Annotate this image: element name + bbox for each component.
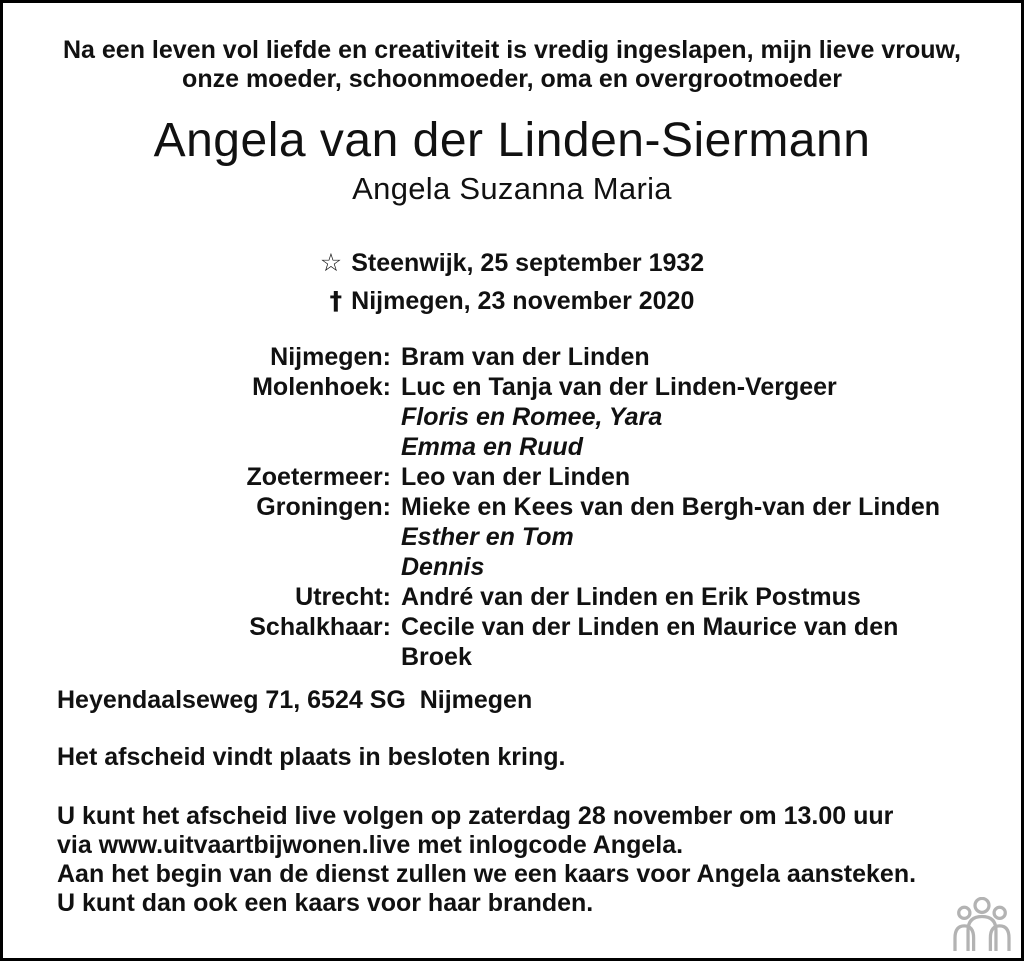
family-location-label <box>3 642 391 672</box>
family-member-names: Mieke en Kees van den Bergh-van der Linden <box>401 493 941 521</box>
family-row <box>3 432 1021 462</box>
obituary-content <box>3 3 1021 918</box>
livestream-paragraph <box>57 802 1021 918</box>
intro-line: onze moeder, schoonmoeder, oma en overgrootmoeder <box>182 65 842 93</box>
livestream-line: via www.uitvaartbijwonen.live met inlogcode Angela. <box>57 831 684 859</box>
family-location-label <box>3 552 391 582</box>
livestream-line: U kunt dan ook een kaars voor haar branden. <box>57 889 594 917</box>
family-member-names: Bram van der Linden <box>401 343 650 371</box>
birth-text: Steenwijk, 25 september 1932 <box>351 249 705 277</box>
family-member-names: Luc en Tanja van der Linden-Vergeer <box>401 373 837 401</box>
family-location-label: Groningen: <box>256 493 391 521</box>
intro-text <box>3 36 1021 94</box>
family-location-label: Utrecht: <box>295 583 391 611</box>
family-list <box>3 342 1021 672</box>
family-row <box>3 342 1021 372</box>
family-row <box>3 372 1021 402</box>
livestream-line: Aan het begin van de dienst zullen we een kaars voor Angela aansteken. <box>57 860 917 888</box>
family-location-label <box>3 522 391 552</box>
family-row <box>3 492 1021 522</box>
family-location-label: Schalkhaar: <box>249 613 391 641</box>
family-row <box>3 582 1021 612</box>
family-location-label: Nijmegen: <box>270 343 391 371</box>
family-location-label <box>3 432 391 462</box>
family-member-names: Esther en Tom <box>401 523 574 551</box>
deceased-full-name: Angela Suzanna Maria <box>352 171 672 206</box>
family-member-names: Emma en Ruud <box>401 433 583 461</box>
birth-star-icon: ☆ <box>319 248 343 277</box>
livestream-line: U kunt het afscheid live volgen op zaterdag 28 november om 13.00 uur <box>57 802 894 830</box>
family-member-names: Cecile van der Linden en Maurice van den <box>401 613 899 641</box>
death-cross-icon: † <box>329 286 343 315</box>
family-member-names: Leo van der Linden <box>401 463 631 491</box>
family-row <box>3 522 1021 552</box>
family-location-label <box>3 402 391 432</box>
deceased-name: Angela van der Linden-Siermann <box>153 114 871 167</box>
family-row <box>3 612 1021 642</box>
family-row <box>3 462 1021 492</box>
address-line: Heyendaalseweg 71, 6524 SG Nijmegen <box>57 686 533 714</box>
family-member-names: Broek <box>401 643 472 671</box>
family-row <box>3 642 1021 672</box>
family-location-label: Molenhoek: <box>252 373 391 401</box>
death-text: Nijmegen, 23 november 2020 <box>351 287 695 315</box>
life-dates <box>3 244 1021 320</box>
birth-line <box>3 244 1021 282</box>
family-row <box>3 552 1021 582</box>
death-line <box>3 282 1021 320</box>
family-member-names: André van der Linden en Erik Postmus <box>401 583 861 611</box>
intro-line: Na een leven vol liefde en creativiteit is vredig ingeslapen, mijn lieve vrouw, <box>62 36 961 64</box>
family-people-logo-icon <box>952 897 1012 951</box>
family-member-names: Floris en Romee, Yara <box>401 403 663 431</box>
family-location-label: Zoetermeer: <box>246 463 391 491</box>
family-row <box>3 402 1021 432</box>
family-member-names: Dennis <box>401 553 485 581</box>
privacy-notice: Het afscheid vindt plaats in besloten kring. <box>57 743 566 771</box>
